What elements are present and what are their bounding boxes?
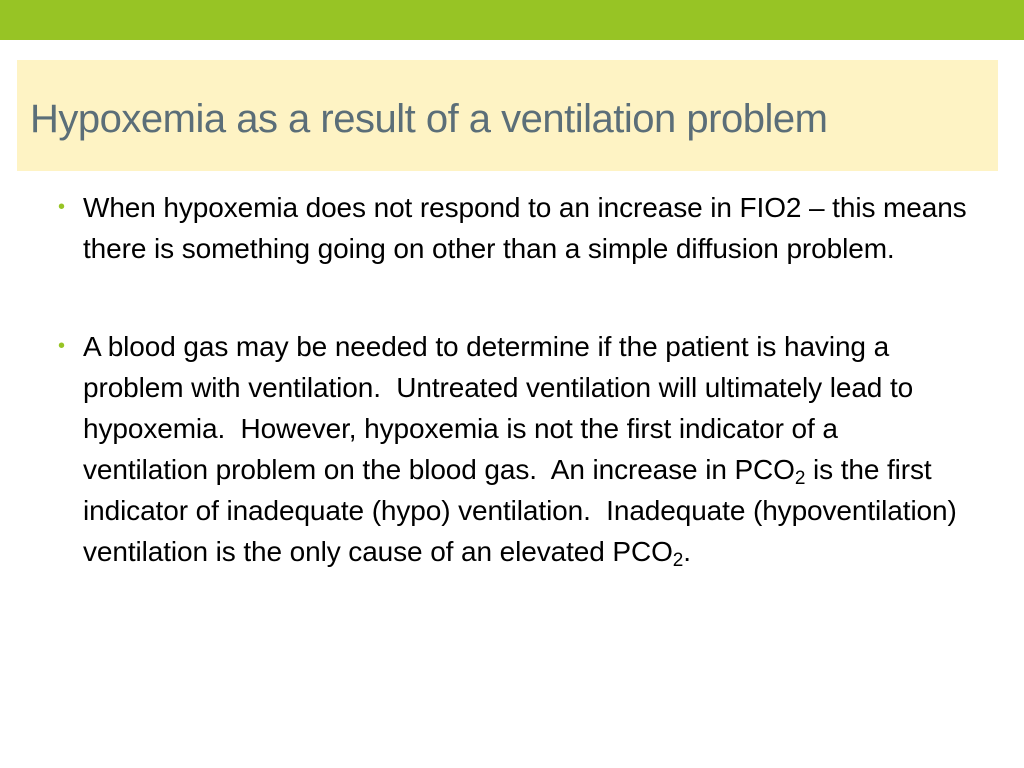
bullet-text-segment: A blood gas may be needed to determine if the patient is having a problem with ventilation. Untreated ventilation will ultimately lead to hypoxemia. However, hypoxemia is not the first indicator of a ventilation problem on the blood gas. An increase in PCO: [83, 331, 921, 485]
bullet-item: [57, 326, 969, 572]
subscript: 2: [794, 468, 806, 489]
slide-title: Hypoxemia as a result of a ventilation problem: [30, 97, 828, 141]
bullet-text: [83, 331, 965, 571]
bullet-icon: •: [58, 196, 65, 218]
subscript: 2: [672, 550, 684, 571]
bullet-icon: •: [58, 335, 65, 357]
bullet-text: When hypoxemia does not respond to an increase in FIO2 – this means there is something going on other than a simple diffusion problem.: [83, 192, 975, 264]
bullet-text-segment: is the first indicator of inadequate (hypo) ventilation. Inadequate (hypoventilation) ventilation is the only cause of an elevated PCO: [83, 454, 965, 567]
bullet-item: [57, 187, 975, 269]
bullet-text-segment: .: [683, 536, 691, 567]
bullet-list: [57, 187, 975, 572]
accent-bar: [0, 0, 1024, 40]
